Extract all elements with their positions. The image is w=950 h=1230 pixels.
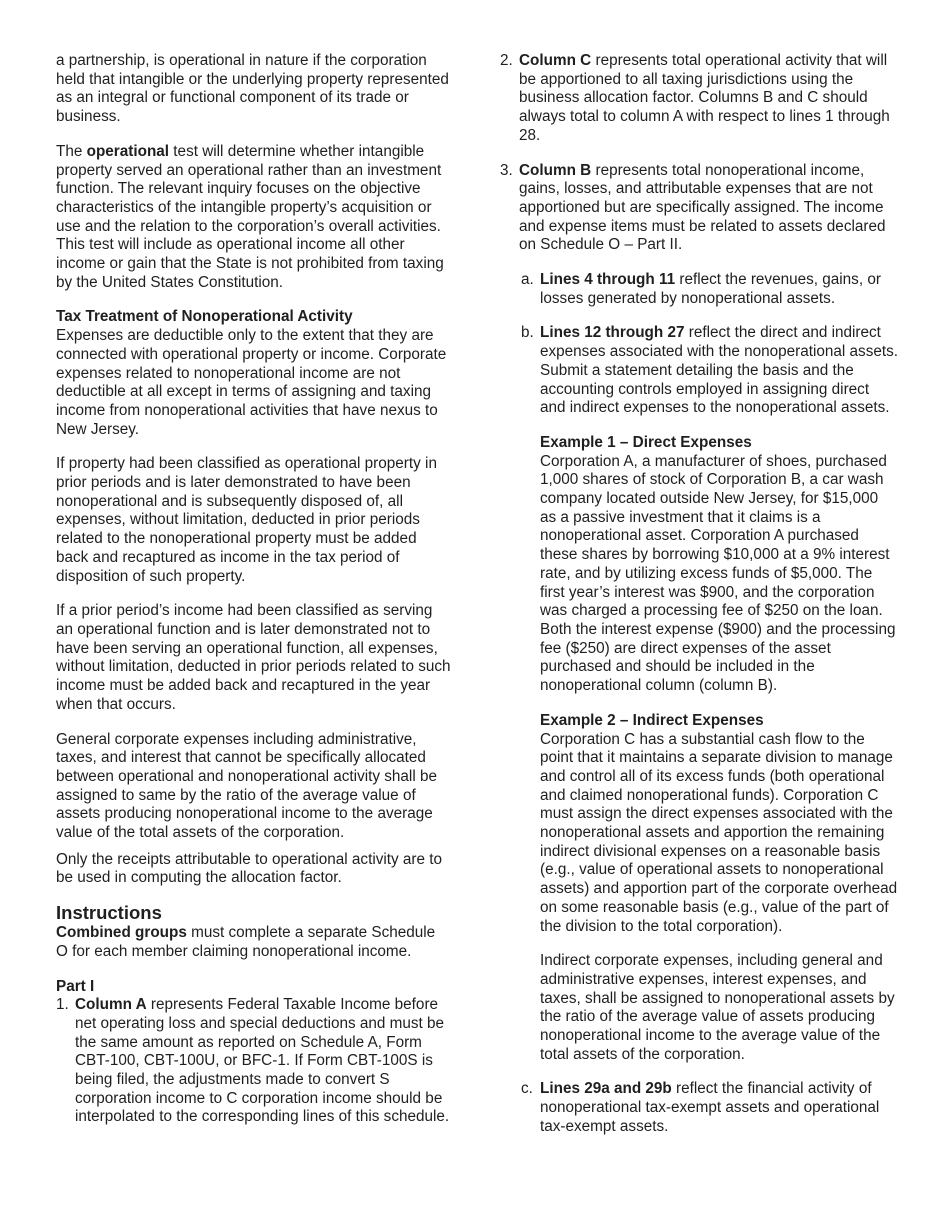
right-column: [500, 52, 898, 1153]
operational-term: operational: [86, 142, 170, 160]
sub-item-letter: a.: [521, 271, 534, 289]
item-number: 3.: [500, 161, 513, 179]
combined-groups-term: Combined groups: [56, 924, 187, 942]
left-column: [56, 52, 451, 1143]
sub-item-c: c. Lines 29a and 29b reflect the financial activity of nonoperational tax-exempt assets and operational tax-exempt assets.: [521, 1080, 880, 1135]
instruction-item-3: 3. Column B represents total nonoperational income, gains, losses, and attributable expenses that are not apportioned but are specifically assigned. The income and expense items must be related to assets declared on Schedule O – Part II.: [500, 161, 886, 254]
receipts-paragraph: Only the receipts attributable to operational activity are to be used in computing the allocation factor.: [56, 850, 443, 887]
instructions-heading: Instructions: [56, 902, 162, 924]
example-2-text: Corporation C has a substantial cash flow to the point that it maintains a separate division to manage and control all of its excess funds (both operational and claimed nonoperational funds). Corporation C must assign the direct expenses associated with the nonoperational assets and apportion the remaining indirect divisional expenses on a reasonable basis (e.g., value of operational assets to nonoperational assets) and apportion part of the corporate overhead on some reasonable basis (e.g., value of the part of the division to the total corporation).: [540, 730, 898, 935]
property-reclassification-paragraph: If property had been classified as operational property in prior periods and is later demonstrated to have been nonoperational and is subsequently disposed of, all expenses, without limitation, deducted in prior periods related to the nonoperational property must be added back and recaptured as income in the tax period of disposition of such property.: [56, 455, 437, 585]
income-reclassification-paragraph: If a prior period’s income had been classified as serving an operational function and is later demonstrated not to have been serving an operational function, all expenses, without limitation, deducted in prior periods related to such income must be added back and recaptured in the year when that occurs.: [56, 602, 451, 713]
sub-items: [521, 271, 898, 1137]
part-one-heading: Part I: [56, 977, 95, 995]
lines-12-27-term: Lines 12 through 27: [540, 324, 685, 342]
example-1-text: Corporation A, a manufacturer of shoes, purchased 1,000 shares of stock of Corporation B, a car wash company located outside New Jersey, for $15,000 as a passive investment that it claims is a nonoperational asset. Corporation A purchased these shares by borrowing $10,000 at a 9% interest rate, and by utilizing excess funds of $5,000. The first year’s interest was $900, and the corporation was charged a processing fee of $250 on the loan. Both the interest expense ($900) and the processing fee ($250) are direct expenses of the asset purchased and should be included in the nonoperational column (column B).: [540, 452, 896, 695]
general-expenses-paragraph: General corporate expenses including administrative, taxes, and interest that cannot be specifically allocated between operational and nonoperational activity shall be assigned to same by the ratio of the average value of assets producing nonoperational income to the average value of the total assets of the corporation.: [56, 730, 437, 842]
column-a-term: Column A: [75, 996, 147, 1014]
intro-paragraph: a partnership, is operational in nature if the corporation held that intangible or the underlying property represented as an integral or functional component of its trade or business.: [56, 52, 449, 126]
item-number: 1.: [56, 996, 69, 1014]
examples-block: [540, 434, 898, 1065]
combined-groups-paragraph: Combined groups must complete a separate Schedule O for each member claiming nonoperational income.: [56, 924, 436, 960]
tax-treatment-heading: Tax Treatment of Nonoperational Activity: [56, 308, 353, 326]
lines-4-11-term: Lines 4 through 11: [540, 271, 676, 289]
example-1-title: Example 1 – Direct Expenses: [540, 433, 752, 451]
deductible-expenses-paragraph: Expenses are deductible only to the extent that they are connected with operational property or income. Corporate expenses related to nonoperational income are not deductible at all except in terms of assigning and taxing income from nonoperational activities that have nexus to New Jersey.: [56, 327, 447, 438]
sub-item-b: b. Lines 12 through 27 reflect the direct and indirect expenses associated with the nonoperational assets. Submit a statement detailing the basis and the accounting controls employed in assigning direct and indirect expenses to the nonoperational assets.: [521, 324, 899, 417]
column-c-term: Column C: [519, 52, 592, 69]
column-b-term: Column B: [519, 161, 592, 179]
sub-item-a: a. Lines 4 through 11 reflect the revenues, gains, or losses generated by nonoperational assets.: [521, 271, 881, 307]
example-2-title: Example 2 – Indirect Expenses: [540, 711, 764, 729]
lines-29-term: Lines 29a and 29b: [540, 1080, 672, 1098]
item-number: 2.: [500, 52, 513, 69]
instruction-item-2: 2. Column C represents total operational activity that will be apportioned to all taxing jurisdictions using the business allocation factor. Columns B and C should always total to column A with respect to lines 1 through 28.: [500, 52, 890, 144]
instruction-item-1: 1. Column A represents Federal Taxable Income before net operating loss and special deductions and must be the same amount as reported on Schedule A, Form CBT-100, CBT-100U, or BFC-1. If Form CBT-100S is being filed, the adjustments made to convert S corporation income to C corporation income should be interpolated to the corresponding lines of this schedule.: [56, 996, 450, 1126]
sub-item-letter: b.: [521, 324, 534, 342]
sub-item-letter: c.: [521, 1080, 533, 1098]
operational-test-paragraph: The operational test will determine whether intangible property served an operational rather than an investment function. The relevant inquiry focuses on the objective characteristics of the intangible property’s acquisition or use and the relation to the corporation’s overall activities. This test will include as operational income all other income or gain that the State is not prohibited from taxing by the United States Constitution.: [56, 142, 444, 291]
indirect-expenses-paragraph: Indirect corporate expenses, including general and administrative expenses, interest expenses, and taxes, shall be assigned to nonoperational assets by the ratio of the average value of assets producing nonoperational income to the average value of the total assets of the corporation.: [540, 952, 895, 1063]
